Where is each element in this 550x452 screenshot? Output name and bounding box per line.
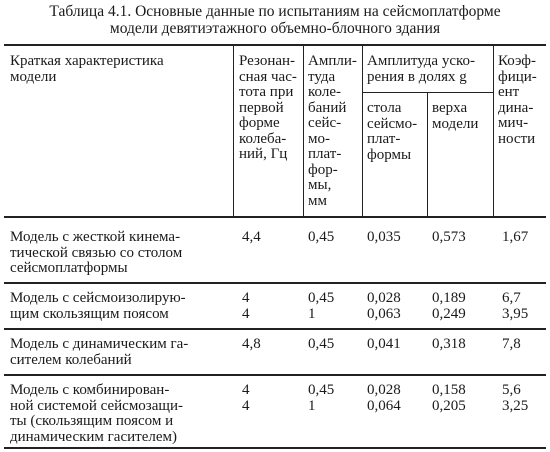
row-2-accel-table: 0,028 0,063 bbox=[367, 290, 401, 322]
col-divider-coef bbox=[493, 45, 494, 216]
row-2-frequency: 4 4 bbox=[242, 290, 250, 322]
row-2-amplitude: 0,45 1 bbox=[308, 290, 335, 322]
row-3-amplitude: 0,45 bbox=[308, 336, 335, 352]
row-1-model: Модель с жесткой кинема- тической связью со столом сейсмоплатформы bbox=[10, 229, 183, 276]
row-1-accel-table: 0,035 bbox=[367, 229, 401, 245]
row-2-model: Модель с сейсмоизолирую- щим скользящим поясом bbox=[10, 290, 186, 322]
table-caption-line-1: Таблица 4.1. Основные данные по испытаниям на сейсмоплатформе bbox=[49, 3, 501, 20]
col-divider-accel bbox=[362, 45, 363, 216]
header-coefficient: Коэф- фици- ент дина- мич- ности bbox=[498, 53, 537, 147]
header-acceleration: Амплитуда уско- рения в долях g bbox=[367, 53, 475, 85]
col-divider-amp bbox=[303, 45, 304, 216]
row-1-coefficient: 1,67 bbox=[502, 229, 529, 245]
row-2-coefficient: 6,7 3,95 bbox=[502, 290, 529, 322]
row-separator-3 bbox=[4, 374, 546, 376]
table-caption-line-2: модели девятиэтажного объемно-блочного здания bbox=[109, 20, 441, 37]
col-divider-accel-sub bbox=[427, 93, 428, 216]
row-3-model: Модель с динамическим га- сителем колебаний bbox=[10, 336, 189, 368]
row-4-amplitude: 0,45 1 bbox=[308, 382, 335, 414]
row-3-coefficient: 7,8 bbox=[502, 336, 521, 352]
row-1-accel-top: 0,573 bbox=[432, 229, 466, 245]
col-divider-freq bbox=[233, 45, 234, 216]
row-2-accel-top: 0,189 0,249 bbox=[432, 290, 466, 322]
row-1-amplitude: 0,45 bbox=[308, 229, 335, 245]
row-4-accel-table: 0,028 0,064 bbox=[367, 382, 401, 414]
row-separator-2 bbox=[4, 328, 546, 330]
row-4-accel-top: 0,158 0,205 bbox=[432, 382, 466, 414]
table-bottom-rule bbox=[4, 447, 546, 449]
row-separator-1 bbox=[4, 282, 546, 284]
header-bottom-rule bbox=[4, 216, 546, 218]
row-1-frequency: 4,4 bbox=[242, 229, 261, 245]
header-accel-top: верха модели bbox=[432, 100, 479, 132]
row-4-coefficient: 5,6 3,25 bbox=[502, 382, 529, 414]
row-4-frequency: 4 4 bbox=[242, 382, 250, 414]
header-amplitude: Ампли- туда коле- баний сейс- мо- плат- фор- мы, мм bbox=[308, 53, 357, 209]
row-3-frequency: 4,8 bbox=[242, 336, 261, 352]
header-accel-table: стола сейсмо- плат- формы bbox=[367, 100, 418, 163]
header-model: Краткая характеристика модели bbox=[10, 53, 164, 85]
row-3-accel-top: 0,318 bbox=[432, 336, 466, 352]
header-frequency: Резонан- сная час- тота при первой форме колеба- ний, Гц bbox=[239, 53, 297, 162]
row-4-model: Модель с комбинирован- ной системой сейсмозащи- ты (скользящим поясом и динамическим гасителем) bbox=[10, 382, 183, 445]
row-3-accel-table: 0,041 bbox=[367, 336, 401, 352]
table-top-rule bbox=[4, 44, 546, 46]
